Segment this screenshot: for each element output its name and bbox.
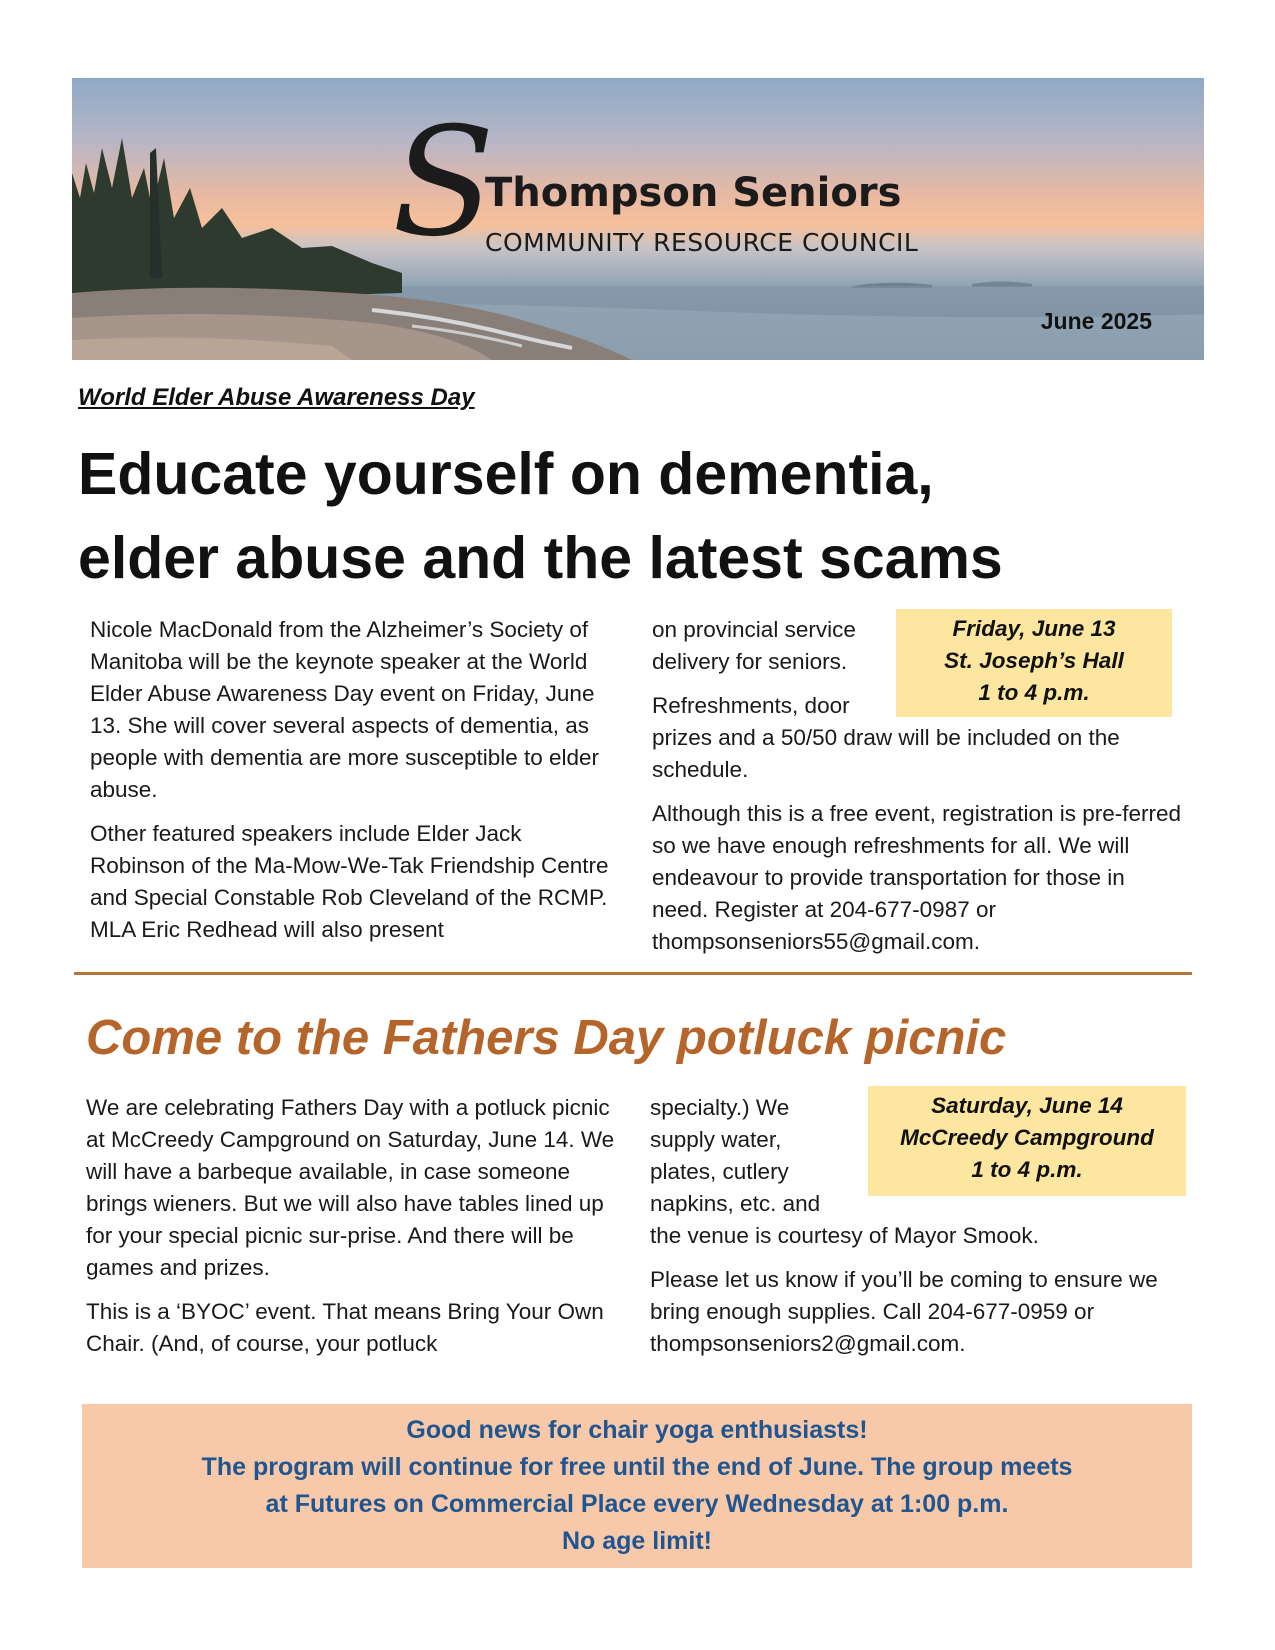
article1-left-column — [90, 614, 620, 958]
article1-right-paragraph: Refreshments, door — [652, 693, 850, 718]
article1-left-paragraph: Other featured speakers include Elder Jack Robinson of the Ma-Mow-We-Tak Friendship Centre and Special Constable Rob Cleveland of the RCMP. MLA Eric Redhead will also present — [90, 821, 609, 942]
callout-time: 1 to 4 p.m. — [978, 680, 1090, 705]
article1-left-paragraph: Nicole MacDonald from the Alzheimer’s Society of Manitoba will be the keynote speaker at the World Elder Abuse Awareness Day event on Friday, June 13. She will cover several aspects of dementia, as people with dementia are more susceptible to elder abuse. — [90, 617, 600, 802]
article1-right-paragraph: on provincial service delivery for seniors. — [652, 617, 856, 674]
notice-line: at Futures on Commercial Place every Wednesday at 1:00 p.m. — [265, 1490, 1009, 1518]
callout-time: 1 to 4 p.m. — [971, 1157, 1083, 1182]
article1-right-paragraph: prizes and a 50/50 draw will be included on the schedule. — [652, 725, 1120, 782]
callout-date: Friday, June 13 — [952, 616, 1116, 641]
article2-right-paragraph: Please let us know if you’ll be coming to ensure we bring enough supplies. Call 204-677-0959 or thompsonseniors2@gmail.com. — [650, 1267, 1158, 1356]
article1-kicker: World Elder Abuse Awareness Day — [78, 384, 475, 411]
article2-left-column — [86, 1092, 618, 1372]
article1-headline — [78, 432, 1218, 600]
article2-headline: Come to the Fathers Day potluck picnic — [86, 1011, 1007, 1065]
brand-name: Thompson Seniors — [485, 170, 902, 216]
callout-venue: McCreedy Campground — [900, 1125, 1154, 1150]
section-divider — [74, 972, 1192, 975]
notice-line: No age limit! — [561, 1527, 712, 1555]
article1-right-column-bottom — [652, 722, 1182, 970]
header-banner — [72, 78, 1204, 360]
coastline-photo — [72, 78, 1204, 360]
article2-right-column-bottom — [650, 1220, 1190, 1372]
notice-line: The program will continue for free until the end of June. The group meets — [201, 1453, 1073, 1481]
article2-right-paragraph: specialty.) We supply water, plates, cutlery napkins, etc. and — [650, 1095, 821, 1216]
article1-headline-line1: Educate yourself on dementia, — [78, 441, 934, 507]
article2-right-paragraph: the venue is courtesy of Mayor Smook. — [650, 1223, 1039, 1248]
notice-line: Good news for chair yoga enthusiasts! — [406, 1416, 868, 1444]
article2-right-column-top — [650, 1092, 840, 1220]
brand-subtitle: COMMUNITY RESOURCE COUNCIL — [485, 228, 919, 257]
callout-venue: St. Joseph’s Hall — [944, 648, 1124, 673]
article2-event-callout — [868, 1086, 1186, 1196]
article1-event-callout — [896, 609, 1172, 717]
article1-headline-line2: elder abuse and the latest scams — [78, 525, 1003, 591]
article1-right-column-top — [652, 614, 882, 722]
chair-yoga-notice — [82, 1404, 1192, 1568]
article2-left-paragraph: We are celebrating Fathers Day with a potluck picnic at McCreedy Campground on Saturday, June 14. We will have a barbeque available, in case someone brings wieners. But we will also have tables lined up for your special picnic sur-prise. And there will be games and prizes. — [86, 1095, 615, 1280]
article2-left-paragraph: This is a ‘BYOC’ event. That means Bring Your Own Chair. (And, of course, your potluck — [86, 1299, 604, 1356]
article1-right-paragraph: Although this is a free event, registration is pre-ferred so we have enough refreshments for all. We will endeavour to provide transportation for those in need. Register at 204-677-0987 or thompsonseniors55@gmail.com. — [652, 801, 1182, 954]
callout-date: Saturday, June 14 — [931, 1093, 1123, 1118]
issue-date: June 2025 — [1040, 308, 1152, 334]
logo-s-mark: S — [392, 96, 495, 270]
